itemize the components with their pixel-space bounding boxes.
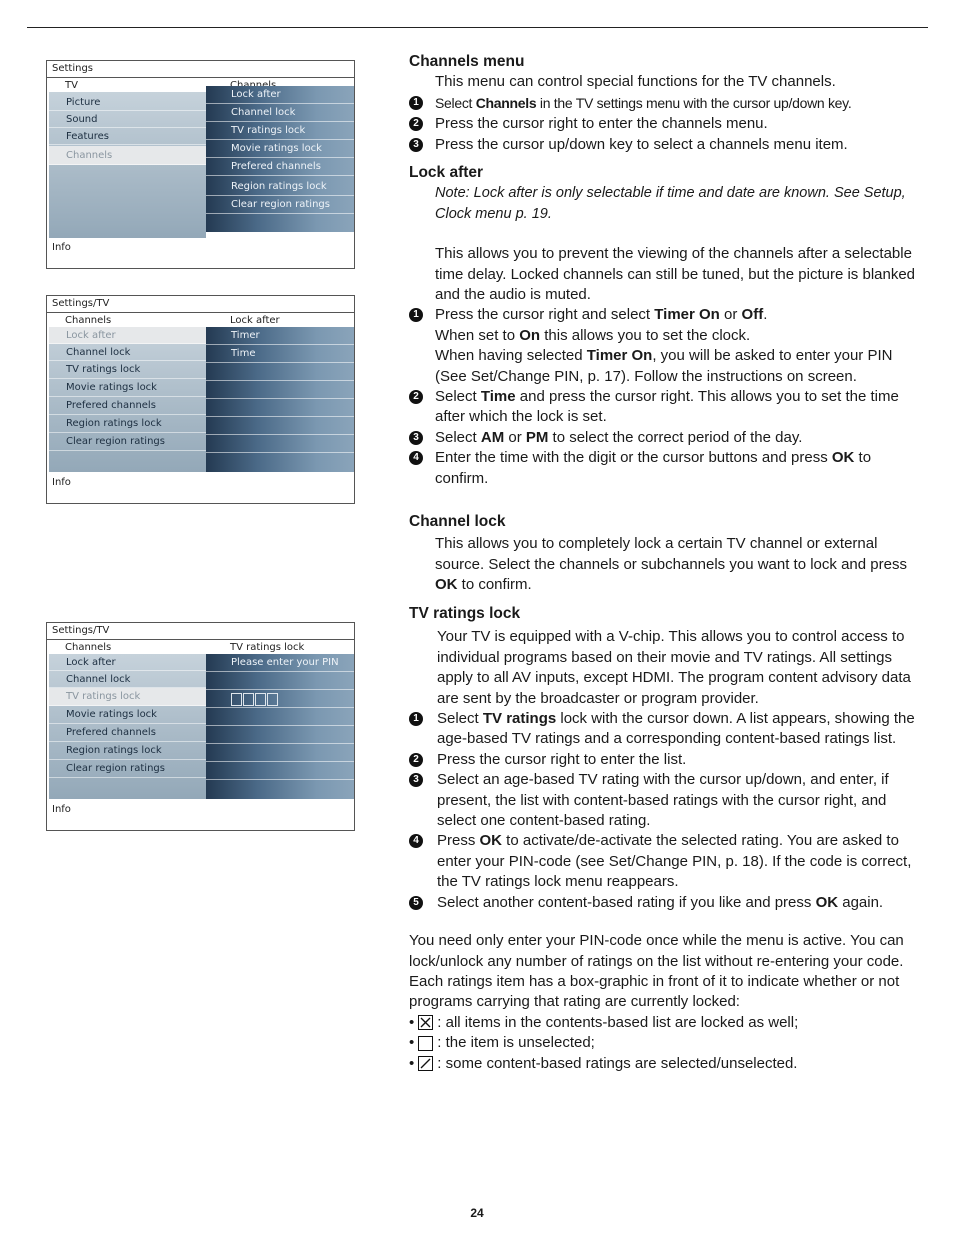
menu-right-column [206, 654, 354, 799]
menu-empty-row [206, 417, 354, 435]
menu-item-tv-ratings-lock[interactable]: TV ratings lock [49, 688, 206, 706]
lock-after-section [409, 163, 919, 489]
step-4: 4 Press OK to activate/de-activate the selected rating. You are asked to enter your PIN-code (see Set/Change PIN, p. 18). If the code is correct, the TV ratings lock menu reappears. [409, 831, 919, 892]
menu-item-lock-after[interactable]: Lock after [206, 86, 354, 104]
step-number-2-icon: 2 [409, 390, 423, 404]
step-number-1-icon: 1 [409, 712, 423, 726]
step-2: 2 Select Time and press the cursor right. This allows you to set the time after which the lock is set. [409, 387, 919, 428]
menu-item-lock-after[interactable]: Lock after [49, 327, 206, 344]
pin-prompt: Please enter your PIN [206, 654, 354, 672]
menu-item-region-ratings-lock[interactable]: Region ratings lock [49, 415, 206, 433]
menu-item-prefered-channels[interactable]: Prefered channels [49, 724, 206, 742]
menu-item-movie-ratings-lock[interactable]: Movie ratings lock [49, 706, 206, 724]
step-number-1-icon: 1 [409, 308, 423, 322]
section-heading: Channels menu [409, 53, 525, 70]
menu-item-clear-region-ratings[interactable]: Clear region ratings [49, 760, 206, 778]
menu-left-column [49, 654, 206, 799]
menu-empty-row [206, 708, 354, 726]
section-heading: TV ratings lock [409, 605, 521, 622]
menu-item-features[interactable]: Features [49, 128, 206, 145]
menu-right-column [206, 327, 354, 472]
step-1: 1 Select TV ratings lock with the cursor down. A list appears, showing the age-based TV ratings and a corresponding content-based ratings list. [409, 709, 919, 750]
step-1: 1 Press the cursor right and select Timer On or Off. When set to On this allows you to set the clock. When having selected Timer On, you will be asked to enter your PIN (See Set/Change PIN, p. 17). Follow the instructions on screen. [409, 305, 919, 387]
menu-title: Settings [47, 61, 354, 78]
step-number-1-icon: 1 [409, 96, 423, 110]
menu-item-timer[interactable]: Timer [206, 327, 354, 345]
menu-empty-row [206, 399, 354, 417]
step-2: 2 Press the cursor right to enter the list. [409, 750, 919, 770]
step-number-4-icon: 4 [409, 834, 423, 848]
checkbox-slash-icon [418, 1056, 433, 1071]
menu-empty-row [206, 762, 354, 780]
menu-empty-row [206, 363, 354, 381]
step-number-3-icon: 3 [409, 773, 423, 787]
menu-item-picture[interactable]: Picture [49, 94, 206, 111]
menu-title: Settings/TV [47, 623, 354, 640]
step-number-5-icon: 5 [409, 896, 423, 910]
paragraph: You need only enter your PIN-code once while the menu is active. You can lock/unlock any number of ratings on the list without re-entering your code. [409, 932, 904, 970]
menu-item-sound[interactable]: Sound [49, 111, 206, 128]
tv-ratings-lock-section [409, 604, 919, 1074]
menu-item-channel-lock[interactable]: Channel lock [49, 671, 206, 688]
menu-item-movie-ratings-lock[interactable]: Movie ratings lock [49, 379, 206, 397]
menu-item-prefered-channels[interactable]: Prefered channels [206, 158, 354, 176]
body-text: This allows you to prevent the viewing of the channels after a selectable time delay. Locked channels can still be tuned, but the picture is blanked and the audio is muted. [435, 245, 916, 304]
checkbox-empty-icon [418, 1036, 433, 1051]
bullet-unselected: • : the item is unselected; [409, 1034, 595, 1052]
menu-item-channels[interactable]: Channels [49, 146, 206, 165]
step-number-3-icon: 3 [409, 138, 423, 152]
bullet-partial: • : some content-based ratings are selected/unselected. [409, 1054, 798, 1072]
menu-left-column [49, 92, 206, 238]
menu-info-label: Info [52, 804, 71, 815]
menu-right-column [206, 86, 354, 232]
step-3: 3 Select AM or PM to select the correct period of the day. [409, 428, 919, 448]
pin-entry-row[interactable] [206, 690, 354, 708]
step-1: 1 Select Channels in the TV settings menu with the cursor up/down key. [409, 93, 919, 114]
page-number: 24 [470, 1206, 484, 1220]
menu-item-movie-ratings-lock[interactable]: Movie ratings lock [206, 140, 354, 158]
menu-item-clear-region-ratings[interactable]: Clear region ratings [206, 196, 354, 214]
step-number-2-icon: 2 [409, 117, 423, 131]
menu-item-tv-ratings-lock[interactable]: TV ratings lock [49, 361, 206, 379]
top-rule [27, 27, 928, 28]
step-3: 3 Select an age-based TV rating with the cursor up/down, and enter, if present, the list with content-based ratings with the cursor right, and select one content-based rating. [409, 770, 919, 831]
pin-entry-boxes[interactable] [231, 693, 279, 706]
step-3: 3 Press the cursor up/down key to select a channels menu item. [409, 135, 919, 155]
menu-col-left-header: TV [65, 80, 78, 91]
step-number-3-icon: 3 [409, 431, 423, 445]
bullet-locked: • : all items in the contents-based list are locked as well; [409, 1013, 799, 1031]
step-number-2-icon: 2 [409, 753, 423, 767]
menu-item-channel-lock[interactable]: Channel lock [206, 104, 354, 122]
menu-info-label: Info [52, 477, 71, 488]
menu-empty-row [206, 381, 354, 399]
menu-item-time[interactable]: Time [206, 345, 354, 363]
body-text: Your TV is equipped with a V-chip. This allows you to control access to individual programs based on their movie and TV ratings. All settings apply to all AV inputs, except HDMI. The program content advisory data are sent by the broadcaster or program provider. [437, 628, 911, 707]
menu-empty-row [206, 435, 354, 453]
lock-after-menu-screenshot [46, 295, 355, 504]
paragraph: Each ratings item has a box-graphic in front of it to indicate whether or not programs carrying that rating are currently locked: [409, 972, 900, 1011]
menu-item-tv-ratings-lock[interactable]: TV ratings lock [206, 122, 354, 140]
menu-item-lock-after[interactable]: Lock after [49, 654, 206, 671]
menu-empty-row [206, 672, 354, 690]
menu-left-column [49, 327, 206, 472]
menu-col-right-header: TV ratings lock [230, 642, 305, 653]
channels-menu-section [409, 52, 919, 155]
menu-item-region-ratings-lock[interactable]: Region ratings lock [206, 176, 354, 196]
menu-item-channel-lock[interactable]: Channel lock [49, 344, 206, 361]
menu-col-right-header: Lock after [230, 315, 280, 326]
menu-col-left-header: Channels [65, 642, 112, 653]
channel-lock-section [409, 512, 919, 596]
menu-info-label: Info [52, 242, 71, 253]
settings-menu-screenshot [46, 60, 355, 269]
menu-item-region-ratings-lock[interactable]: Region ratings lock [49, 742, 206, 760]
step-2: 2 Press the cursor right to enter the channels menu. [409, 114, 919, 134]
step-4: 4 Enter the time with the digit or the cursor buttons and press OK to confirm. [409, 448, 919, 489]
menu-empty-row [206, 726, 354, 744]
intro-text: This menu can control special functions for the TV channels. [435, 73, 836, 91]
tv-ratings-lock-menu-screenshot [46, 622, 355, 831]
menu-title: Settings/TV [47, 296, 354, 313]
note-text: Note: Lock after is only selectable if time and date are known. See Setup, Clock menu p. 19. [435, 185, 906, 222]
menu-empty-row [206, 744, 354, 762]
menu-item-clear-region-ratings[interactable]: Clear region ratings [49, 433, 206, 451]
section-heading: Channel lock [409, 513, 506, 530]
menu-item-prefered-channels[interactable]: Prefered channels [49, 397, 206, 415]
menu-col-left-header: Channels [65, 315, 112, 326]
checkbox-crossed-icon [418, 1015, 433, 1030]
section-heading: Lock after [409, 164, 484, 181]
step-5: 5 Select another content-based rating if you like and press OK again. [409, 893, 919, 913]
step-number-4-icon: 4 [409, 451, 423, 465]
body-text: This allows you to completely lock a certain TV channel or external source. Select the channels or subchannels you want to lock and press OK to confirm. [435, 535, 907, 594]
